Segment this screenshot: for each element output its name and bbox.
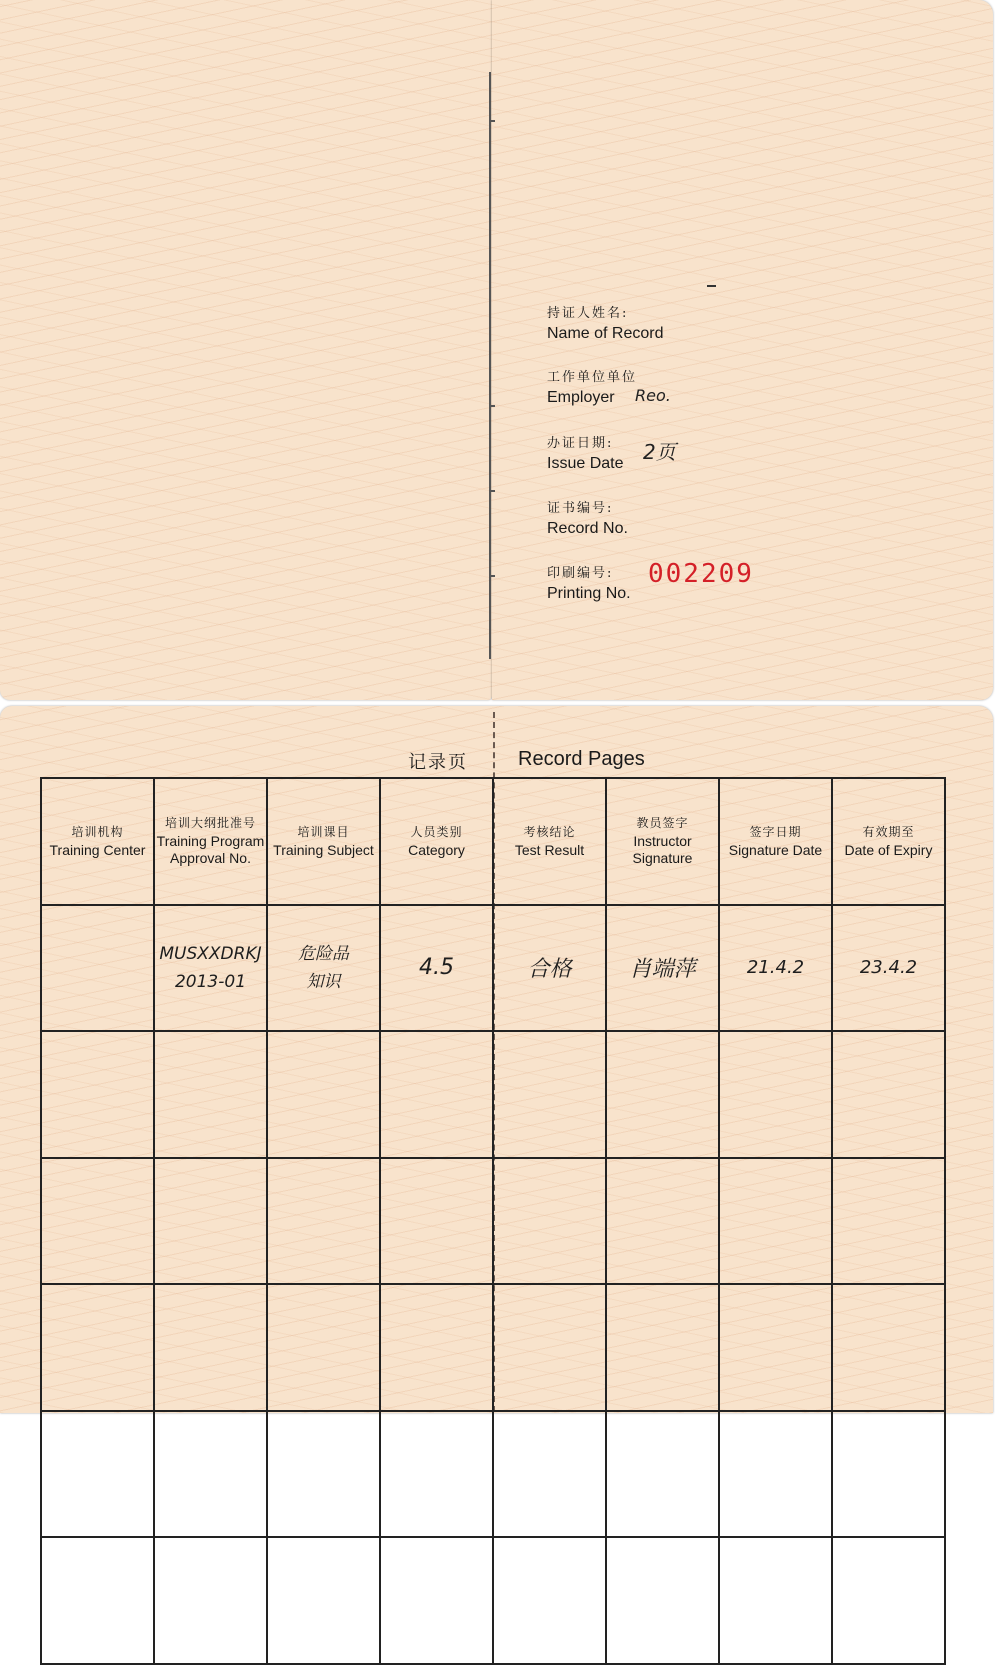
inner-cover-page (0, 0, 492, 700)
record-number-label-cn: 证书编号: (547, 501, 614, 516)
empty-cell (154, 1158, 267, 1285)
table-row (41, 1031, 945, 1158)
issue-date-value: 2页 (643, 440, 676, 464)
empty-cell (719, 1411, 832, 1538)
empty-cell (493, 1537, 606, 1664)
issue-date-field (547, 434, 623, 474)
employer-field (547, 368, 637, 408)
col-header-cn: 人员类别 (410, 824, 463, 839)
empty-cell (267, 1284, 380, 1411)
col-header-signature-date (719, 778, 832, 905)
employer-label-en: Employer (547, 389, 615, 406)
empty-cell (493, 1158, 606, 1285)
empty-cell (41, 1411, 154, 1538)
empty-cell (832, 1411, 945, 1538)
empty-cell (493, 1284, 606, 1411)
col-header-training-center (41, 778, 154, 905)
col-header-en: Date of Expiry (844, 841, 933, 858)
col-header-en: Signature Date (728, 841, 823, 858)
issue-date-label-cn: 办证日期: (547, 436, 614, 451)
cell-instructor-signature: 肖端萍 (606, 905, 719, 1032)
employer-value: Reo. (635, 386, 671, 405)
employer-label-cn: 工作单位单位 (547, 370, 638, 385)
col-header-approval-no (154, 778, 267, 905)
empty-cell (380, 1537, 493, 1664)
cell-approval-no (154, 905, 267, 1032)
empty-cell (606, 1537, 719, 1664)
col-header-cn: 签字日期 (749, 824, 802, 839)
approval-no-line2: 2013-01 (174, 971, 247, 992)
subject-line2: 知识 (306, 971, 341, 992)
empty-cell (267, 1411, 380, 1538)
ink-mark (707, 285, 716, 287)
table-row (41, 1284, 945, 1411)
col-header-en: Training Center (49, 841, 146, 858)
empty-cell (719, 1031, 832, 1158)
empty-cell (832, 1537, 945, 1664)
cell-test-result: 合格 (493, 905, 606, 1032)
col-header-category (380, 778, 493, 905)
col-header-cn: 培训大纲批准号 (164, 816, 256, 831)
col-header-cn: 考核结论 (523, 824, 576, 839)
empty-cell (154, 1284, 267, 1411)
col-header-en: Test Result (514, 841, 585, 858)
col-header-en: Training Subject (273, 841, 374, 858)
col-header-cn: 有效期至 (862, 824, 915, 839)
empty-cell (267, 1031, 380, 1158)
binding-tick (489, 490, 495, 492)
cell-training-subject (267, 905, 380, 1032)
empty-cell (606, 1411, 719, 1538)
table-row (41, 1158, 945, 1285)
empty-cell (41, 1031, 154, 1158)
col-header-cn: 培训机构 (71, 824, 124, 839)
empty-cell (832, 1031, 945, 1158)
binding-tick (489, 405, 495, 407)
printing-number-value: 002209 (648, 559, 754, 589)
binding-tick (489, 120, 495, 122)
table-row (41, 1411, 945, 1538)
printing-number-label-en: Printing No. (547, 585, 631, 602)
empty-cell (267, 1158, 380, 1285)
record-table (40, 777, 946, 1665)
empty-cell (41, 1537, 154, 1664)
empty-cell (832, 1158, 945, 1285)
record-title-en: Record Pages (518, 748, 645, 770)
cell-category: 4.5 (380, 905, 493, 1032)
cell-training-center (41, 905, 154, 1032)
empty-cell (380, 1411, 493, 1538)
empty-cell (41, 1284, 154, 1411)
record-number-label-en: Record No. (547, 520, 628, 537)
empty-cell (606, 1031, 719, 1158)
approval-no-line1: MUSXXDRKJ (159, 943, 262, 964)
empty-cell (719, 1284, 832, 1411)
empty-cell (606, 1158, 719, 1285)
col-header-en: Category (408, 841, 465, 858)
subject-line1: 危险品 (298, 943, 349, 964)
empty-cell (154, 1537, 267, 1664)
record-number-field (547, 499, 628, 539)
cell-signature-date: 21.4.2 (719, 905, 832, 1032)
empty-cell (606, 1284, 719, 1411)
empty-cell (41, 1158, 154, 1285)
empty-cell (719, 1537, 832, 1664)
col-header-date-of-expiry (832, 778, 945, 905)
col-header-test-result (493, 778, 606, 905)
col-header-cn: 培训课目 (297, 824, 350, 839)
empty-cell (380, 1158, 493, 1285)
record-title-cn: 记录页 (408, 752, 468, 773)
table-row (41, 1537, 945, 1664)
holder-name-field (547, 304, 664, 344)
empty-cell (493, 1031, 606, 1158)
printing-number-field (547, 564, 631, 604)
empty-cell (380, 1031, 493, 1158)
col-header-en: Instructor Signature (632, 833, 693, 867)
binding-stitch-line (489, 72, 491, 659)
holder-name-label-cn: 持证人姓名: (547, 306, 629, 321)
empty-cell (493, 1411, 606, 1538)
empty-cell (380, 1284, 493, 1411)
record-table-header-row (41, 778, 945, 905)
printing-number-label-cn: 印刷编号: (547, 566, 614, 581)
col-header-cn: 教员签字 (636, 816, 689, 831)
holder-name-label-en: Name of Record (547, 325, 664, 342)
binding-tick (489, 575, 495, 577)
col-header-instructor-signature (606, 778, 719, 905)
empty-cell (719, 1158, 832, 1285)
empty-cell (267, 1537, 380, 1664)
cell-date-of-expiry: 23.4.2 (832, 905, 945, 1032)
empty-cell (154, 1411, 267, 1538)
col-header-training-subject (267, 778, 380, 905)
issue-date-label-en: Issue Date (547, 455, 624, 472)
table-row (41, 905, 945, 1032)
empty-cell (832, 1284, 945, 1411)
col-header-en: Training Program Approval No. (156, 833, 265, 867)
empty-cell (154, 1031, 267, 1158)
